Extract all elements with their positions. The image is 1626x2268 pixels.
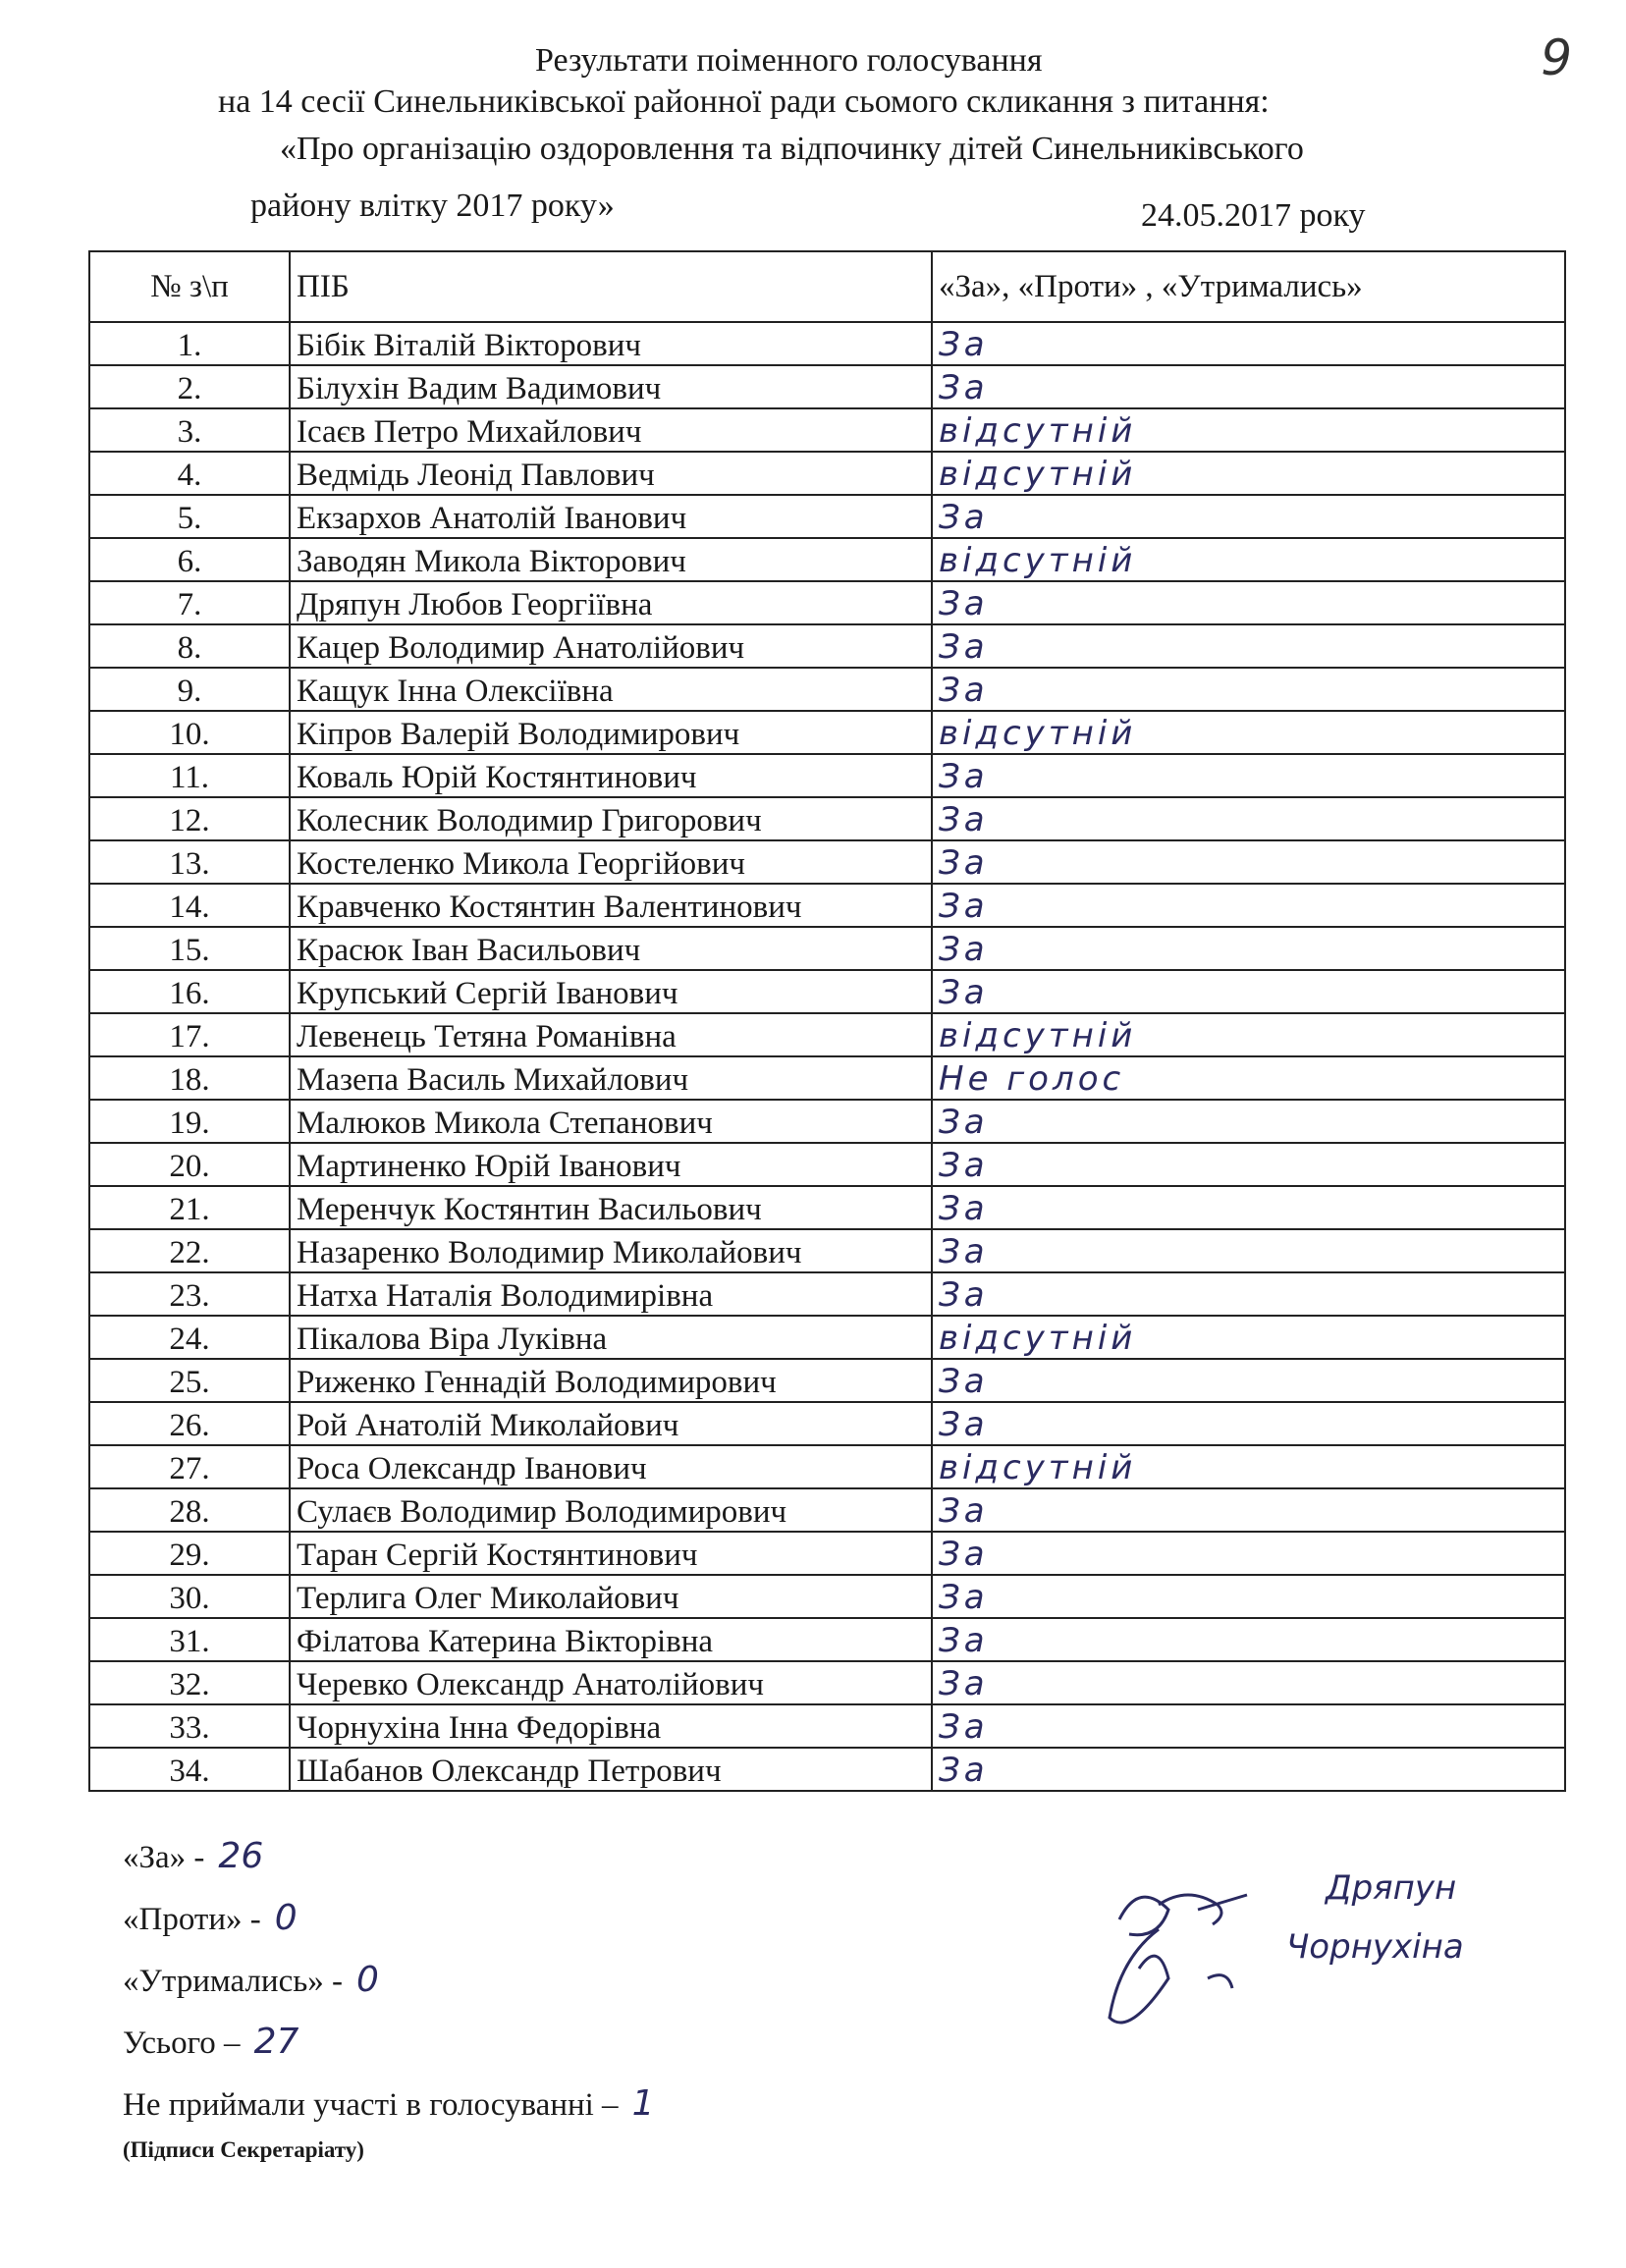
table-row <box>89 1359 1565 1402</box>
row-number: 11. <box>89 754 290 797</box>
page-number: 9 <box>1541 29 1572 86</box>
row-number: 19. <box>89 1100 290 1143</box>
row-number: 24. <box>89 1316 290 1359</box>
vote-result: За <box>932 1661 1565 1704</box>
vote-result: відсутній <box>932 711 1565 754</box>
vote-result: відсутній <box>932 452 1565 495</box>
signatures-caption: (Підписи Секретаріату) <box>123 2137 364 2162</box>
vote-result: За <box>932 1359 1565 1402</box>
table-row <box>89 1316 1565 1359</box>
row-number: 18. <box>89 1056 290 1100</box>
title-line-3: «Про організацію оздоровлення та відпочинку дітей Синельниківського <box>280 131 1304 167</box>
deputy-name: Екзархов Анатолій Іванович <box>290 495 932 538</box>
vote-result: відсутній <box>932 408 1565 452</box>
vote-result: За <box>932 1704 1565 1748</box>
deputy-name: Терлига Олег Миколайович <box>290 1575 932 1618</box>
votes-table <box>88 250 1566 1792</box>
row-number: 21. <box>89 1186 290 1229</box>
deputy-name: Сулаєв Володимир Володимирович <box>290 1488 932 1532</box>
deputy-name: Бібік Віталій Вікторович <box>290 322 932 365</box>
vote-result: За <box>932 927 1565 970</box>
vote-result: За <box>932 1229 1565 1272</box>
summary-total-label: Усього – <box>123 2025 241 2061</box>
deputy-name: Левенець Тетяна Романівна <box>290 1013 932 1056</box>
summary-za-label: «За» - <box>123 1840 205 1875</box>
table-row <box>89 1618 1565 1661</box>
table-row <box>89 668 1565 711</box>
row-number: 16. <box>89 970 290 1013</box>
summary-not-participated <box>123 2074 654 2135</box>
row-number: 6. <box>89 538 290 581</box>
summary-notpart-value: 1 <box>631 2083 655 2124</box>
header-vote: «За», «Проти» , «Утримались» <box>932 251 1565 322</box>
table-row <box>89 538 1565 581</box>
deputy-name: Роса Олександр Іванович <box>290 1445 932 1488</box>
summary-za <box>123 1826 654 1888</box>
deputy-name: Чорнухіна Інна Федорівна <box>290 1704 932 1748</box>
deputy-name: Ісаєв Петро Михайлович <box>290 408 932 452</box>
vote-result: Не голос <box>932 1056 1565 1100</box>
table-row <box>89 1186 1565 1229</box>
deputy-name: Натха Наталія Володимирівна <box>290 1272 932 1316</box>
summary-utr-value: 0 <box>356 1960 379 2000</box>
table-row <box>89 495 1565 538</box>
table-row <box>89 1445 1565 1488</box>
deputy-name: Пікалова Віра Луківна <box>290 1316 932 1359</box>
vote-result: За <box>932 365 1565 408</box>
table-row <box>89 1056 1565 1100</box>
row-number: 20. <box>89 1143 290 1186</box>
vote-result: відсутній <box>932 1316 1565 1359</box>
vote-result: За <box>932 1402 1565 1445</box>
row-number: 34. <box>89 1748 290 1791</box>
table-row <box>89 1143 1565 1186</box>
row-number: 14. <box>89 884 290 927</box>
deputy-name: Красюк Іван Васильович <box>290 927 932 970</box>
vote-result: За <box>932 840 1565 884</box>
row-number: 33. <box>89 1704 290 1748</box>
row-number: 31. <box>89 1618 290 1661</box>
table-row <box>89 970 1565 1013</box>
row-number: 3. <box>89 408 290 452</box>
row-number: 25. <box>89 1359 290 1402</box>
table-row <box>89 797 1565 840</box>
table-row <box>89 1748 1565 1791</box>
deputy-name: Заводян Микола Вікторович <box>290 538 932 581</box>
table-row <box>89 1532 1565 1575</box>
signature-name-1: Дряпун <box>1326 1868 1457 1908</box>
deputy-name: Кіпров Валерій Володимирович <box>290 711 932 754</box>
summary-proty <box>123 1888 654 1950</box>
table-row <box>89 1100 1565 1143</box>
deputy-name: Дряпун Любов Георгіївна <box>290 581 932 624</box>
vote-result: За <box>932 668 1565 711</box>
vote-result: За <box>932 1532 1565 1575</box>
deputy-name: Кащук Інна Олексіївна <box>290 668 932 711</box>
row-number: 17. <box>89 1013 290 1056</box>
summary-notpart-label: Не приймали участі в голосуванні – <box>123 2087 619 2123</box>
vote-result: За <box>932 1748 1565 1791</box>
table-row <box>89 884 1565 927</box>
summary-utrymalys <box>123 1950 654 2012</box>
summary-utr-label: «Утримались» - <box>123 1964 344 1999</box>
row-number: 27. <box>89 1445 290 1488</box>
row-number: 2. <box>89 365 290 408</box>
vote-result: відсутній <box>932 1013 1565 1056</box>
table-row <box>89 1661 1565 1704</box>
row-number: 4. <box>89 452 290 495</box>
deputy-name: Колесник Володимир Григорович <box>290 797 932 840</box>
table-row <box>89 624 1565 668</box>
vote-result: відсутній <box>932 538 1565 581</box>
row-number: 1. <box>89 322 290 365</box>
table-row <box>89 581 1565 624</box>
row-number: 15. <box>89 927 290 970</box>
vote-result: За <box>932 581 1565 624</box>
summary-total-value: 27 <box>253 2022 299 2062</box>
deputy-name: Ведмідь Леонід Павлович <box>290 452 932 495</box>
table-row <box>89 1575 1565 1618</box>
row-number: 30. <box>89 1575 290 1618</box>
header-name: ПІБ <box>290 251 932 322</box>
vote-result: За <box>932 322 1565 365</box>
table-row <box>89 1013 1565 1056</box>
row-number: 9. <box>89 668 290 711</box>
table-row <box>89 1402 1565 1445</box>
vote-result: За <box>932 1575 1565 1618</box>
row-number: 13. <box>89 840 290 884</box>
deputy-name: Шабанов Олександр Петрович <box>290 1748 932 1791</box>
vote-result: За <box>932 1488 1565 1532</box>
deputy-name: Мартиненко Юрій Іванович <box>290 1143 932 1186</box>
row-number: 23. <box>89 1272 290 1316</box>
deputy-name: Крупський Сергій Іванович <box>290 970 932 1013</box>
summary-proty-value: 0 <box>274 1898 298 1938</box>
table-row <box>89 1488 1565 1532</box>
vote-result: За <box>932 1186 1565 1229</box>
row-number: 22. <box>89 1229 290 1272</box>
table-row <box>89 1229 1565 1272</box>
title-line-4: району влітку 2017 року» <box>250 188 615 224</box>
summary-total <box>123 2012 654 2074</box>
vote-summary <box>123 1826 654 2165</box>
table-row <box>89 754 1565 797</box>
title-line-1: Результати поіменного голосування <box>535 42 1043 79</box>
row-number: 32. <box>89 1661 290 1704</box>
table-row <box>89 322 1565 365</box>
deputy-name: Філатова Катерина Вікторівна <box>290 1618 932 1661</box>
summary-za-value: 26 <box>218 1836 264 1876</box>
row-number: 26. <box>89 1402 290 1445</box>
table-row <box>89 1704 1565 1748</box>
vote-result: відсутній <box>932 1445 1565 1488</box>
vote-result: За <box>932 970 1565 1013</box>
deputy-name: Мазепа Василь Михайлович <box>290 1056 932 1100</box>
signature-name-2: Чорнухіна <box>1286 1927 1464 1967</box>
row-number: 7. <box>89 581 290 624</box>
row-number: 28. <box>89 1488 290 1532</box>
table-row <box>89 408 1565 452</box>
deputy-name: Риженко Геннадій Володимирович <box>290 1359 932 1402</box>
deputy-name: Кацер Володимир Анатолійович <box>290 624 932 668</box>
vote-result: За <box>932 884 1565 927</box>
table-row <box>89 365 1565 408</box>
row-number: 8. <box>89 624 290 668</box>
summary-proty-label: «Проти» - <box>123 1902 261 1937</box>
deputy-name: Костеленко Микола Георгійович <box>290 840 932 884</box>
deputy-name: Меренчук Костянтин Васильович <box>290 1186 932 1229</box>
table-header-row <box>89 251 1565 322</box>
deputy-name: Коваль Юрій Костянтинович <box>290 754 932 797</box>
table-body <box>89 322 1565 1791</box>
deputy-name: Білухін Вадим Вадимович <box>290 365 932 408</box>
deputy-name: Черевко Олександр Анатолійович <box>290 1661 932 1704</box>
vote-result: За <box>932 624 1565 668</box>
document-date: 24.05.2017 року <box>1141 197 1366 234</box>
deputy-name: Малюков Микола Степанович <box>290 1100 932 1143</box>
deputy-name: Таран Сергій Костянтинович <box>290 1532 932 1575</box>
vote-result: За <box>932 495 1565 538</box>
secretariat-signatures <box>1100 1861 1532 2057</box>
table-row <box>89 1272 1565 1316</box>
deputy-name: Кравченко Костянтин Валентинович <box>290 884 932 927</box>
deputy-name: Рой Анатолій Миколайович <box>290 1402 932 1445</box>
title-line-2: на 14 сесії Синельниківської районної ради сьомого скликання з питання: <box>218 83 1270 120</box>
row-number: 10. <box>89 711 290 754</box>
row-number: 5. <box>89 495 290 538</box>
table-row <box>89 711 1565 754</box>
table-row <box>89 452 1565 495</box>
table-row <box>89 927 1565 970</box>
row-number: 29. <box>89 1532 290 1575</box>
vote-result: За <box>932 754 1565 797</box>
row-number: 12. <box>89 797 290 840</box>
header-number: № з\п <box>89 251 290 322</box>
vote-result: За <box>932 797 1565 840</box>
vote-result: За <box>932 1100 1565 1143</box>
table-row <box>89 840 1565 884</box>
vote-result: За <box>932 1143 1565 1186</box>
vote-result: За <box>932 1272 1565 1316</box>
deputy-name: Назаренко Володимир Миколайович <box>290 1229 932 1272</box>
vote-result: За <box>932 1618 1565 1661</box>
